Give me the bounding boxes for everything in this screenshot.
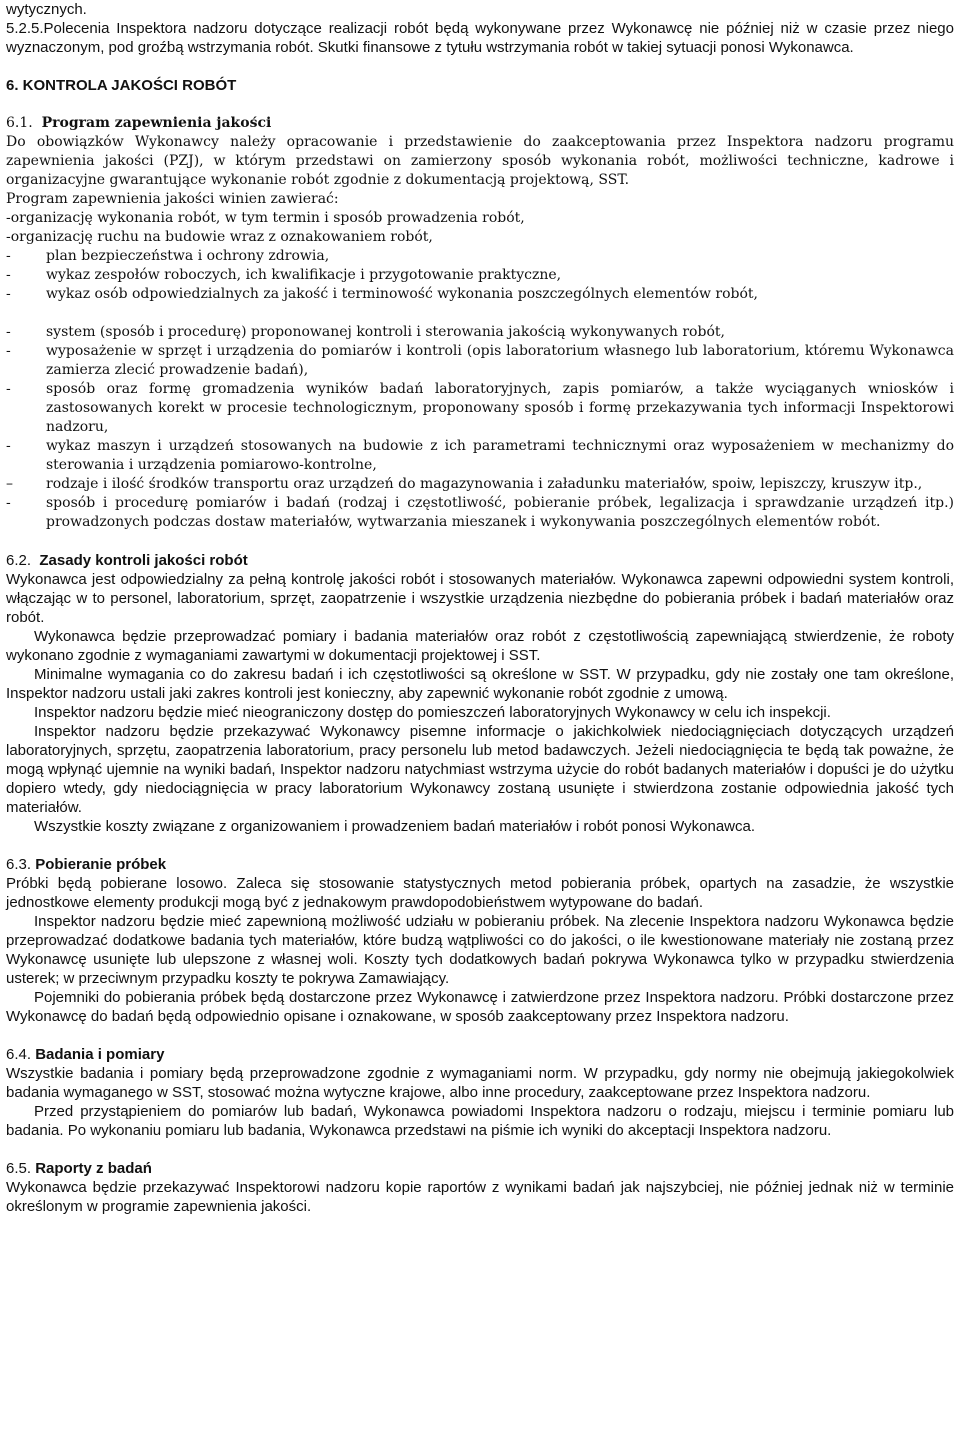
paragraph: Wszystkie koszty związane z organizowaniem i prowadzeniem badań materiałów i robót ponosi Wykonawca. [34, 818, 756, 835]
list-item-text: sposób i procedurę pomiarów i badań (rodzaj i częstotliwość, pobieranie próbek, legalizacja i sprawdzanie urządzeń itp.) prowadzonych podczas dostaw materiałów, wytwarzania mieszanek i wykonywania poszczególnych elementów robót. [46, 495, 954, 530]
paragraph: Przed przystąpieniem do pomiarów lub badań, Wykonawca powiadomi Inspektora nadzoru o rodzaju, miejscu i terminie pomiaru lub badania. Po wykonaniu pomiaru lub badania, Wykonawca przedstawi na piśmie ich wyniki do akceptacji Inspektora nadzoru. [6, 1103, 954, 1139]
paragraph: Wykonawca będzie przekazywać Inspektorowi nadzoru kopie raportów z wynikami badań jak najszybciej, nie później jednak niż w terminie określonym w programie zapewnienia jakości. [6, 1179, 954, 1215]
dash-bullet: - [6, 267, 11, 283]
section-title: Raporty z badań [35, 1160, 152, 1177]
dash-bullet: - [6, 248, 11, 264]
list-item [6, 494, 954, 532]
section-number: 6.1. [6, 115, 33, 131]
list-item [6, 475, 954, 494]
paragraph: Do obowiązków Wykonawcy należy opracowanie i przedstawienie do zaakceptowania przez Inspektora nadzoru programu zapewnienia jakości (PZJ), w którym przedstawi on zamierzony sposób wykonania robót, możliwości techniczne, kadrowe i organizacyjne gwarantujące wykonanie robót zgodnie z dokumentacją projektową, SST. [6, 134, 954, 188]
section-title: Program zapewnienia jakości [41, 115, 272, 131]
section-6-3 [6, 855, 954, 1026]
section-title: Zasady kontroli jakości robót [39, 552, 248, 569]
list-item-text: system (sposób i procedurę) proponowanej kontroli i sterowania jakością wykonywanych robót, [46, 324, 725, 340]
list-item-text: wykaz zespołów roboczych, ich kwalifikacje i przygotowanie praktyczne, [46, 267, 562, 283]
paragraph: Wykonawca jest odpowiedzialny za pełną kontrolę jakości robót i stosowanych materiałów. Wykonawca zapewni odpowiedni system kontroli, włączając w to personel, laboratorium, sprzęt, zaopatrzenie i wszystkie urządzenia niezbędne do pobierania próbek i badań materiałów oraz robót. [6, 571, 954, 626]
section-title: Pobieranie próbek [35, 856, 167, 873]
paragraph: Pojemniki do pobierania próbek będą dostarczone przez Wykonawcę i zatwierdzone przez Inspektora nadzoru. Próbki dostarczone przez Wykonawcę do badań będą odpowiednio opisane i oznakowane, w sposób zaakceptowany przez Inspektora nadzoru. [6, 989, 954, 1025]
section-6-2 [6, 551, 954, 836]
list-item: -organizację wykonania robót, w tym termin i sposób prowadzenia robót, [6, 210, 525, 226]
paragraph-5-2-5: 5.2.5.Polecenia Inspektora nadzoru dotyczące realizacji robót będą wykonywane przez Wykonawcę nie później niż w czasie przez niego wyznaczonym, pod groźbą wstrzymania robót. Skutki finansowe z tytułu wstrzymania robót w takiej sytuacji ponosi Wykonawca. [6, 20, 954, 56]
section-6-1 [6, 114, 954, 532]
section-number: 6.3. [6, 856, 32, 873]
dash-bullet: - [6, 343, 11, 359]
section-6-5 [6, 1159, 954, 1216]
paragraph: Próbki będą pobierane losowo. Zaleca się stosowanie statystycznych metod pobierania próbek, opartych na zasadzie, że wszystkie jednostkowe elementy produkcji mogą być z jednakowym prawdopodobieństwem wytypowane do badań. [6, 875, 954, 911]
section-6-1-heading [6, 114, 954, 133]
dash-bullet: - [6, 286, 11, 302]
list-item-text: wyposażenie w sprzęt i urządzenia do pomiarów i kontroli (opis laboratorium własnego lub laboratorium, któremu Wykonawca zamierza zlecić prowadzenie badań), [46, 343, 954, 378]
dash-bullet: - [6, 438, 11, 454]
paragraph: Wszystkie badania i pomiary będą przeprowadzone zgodnie z wymaganiami norm. W przypadku, gdy normy nie obejmują jakiegokolwiek badania wymaganego w SST, stosować można wytyczne krajowe, albo inne procedury, zaakceptowane przez Inspektora nadzoru. [6, 1065, 954, 1101]
continuation-line: wytycznych. [6, 1, 87, 18]
list-item [6, 437, 954, 475]
spacer [6, 304, 954, 323]
dash-bullet: – [6, 476, 13, 492]
section-number: 6.2. [6, 552, 32, 569]
paragraph: Inspektor nadzoru będzie mieć zapewnioną możliwość udziału w pobieraniu próbek. Na zlecenie Inspektora nadzoru Wykonawca będzie przeprowadzać dodatkowe badania tych materiałów, które budzą wątpliwości co do jakości, o ile kwestionowane materiały nie zostaną przez Wykonawcę usunięte lub ulepszone z własnej woli. Koszty tych dodatkowych badań pokrywa Wykonawca tylko w przypadku stwierdzenia usterek; w przeciwnym przypadku koszty te pokrywa Zamawiający. [6, 913, 954, 987]
section-6-4 [6, 1045, 954, 1140]
paragraph: Program zapewnienia jakości winien zawierać: [6, 191, 339, 207]
paragraph: Inspektor nadzoru będzie mieć nieograniczony dostęp do pomieszczeń laboratoryjnych Wykonawcy w celu ich inspekcji. [34, 704, 831, 721]
list-item: -organizację ruchu na budowie wraz z oznakowaniem robót, [6, 229, 433, 245]
paragraph: Inspektor nadzoru będzie przekazywać Wykonawcy pisemne informacje o jakichkolwiek niedociągnięciach dotyczących urządzeń laboratoryjnych, sprzętu, zaopatrzenia laboratorium, pracy personelu lub metod badawczych. Jeżeli niedociągnięcia te będą tak poważne, że mogą wpłynąć ujemnie na wyniki badań, Inspektor nadzoru natychmiast wstrzyma użycie do robót badanych materiałów i dopuści je do użytku dopiero wtedy, gdy niedociągnięcia w pracy laboratorium Wykonawcy zostaną usunięte i stwierdzona zostanie odpowiednia jakość tych materiałów. [6, 723, 954, 816]
paragraph: Wykonawca będzie przeprowadzać pomiary i badania materiałów oraz robót z częstotliwością zapewniającą stwierdzenie, że roboty wykonano zgodnie z wymaganiami zawartymi w dokumentacji projektowej i SST. [6, 628, 954, 664]
paragraph: Minimalne wymagania co do zakresu badań i ich częstotliwości są określone w SST. W przypadku, gdy nie zostały one tam określone, Inspektor nadzoru ustali jaki zakres kontroli jest konieczny, aby zapewnić wykonanie robót zgodnie z umową. [6, 666, 954, 702]
list-item [6, 285, 954, 304]
section-number: 6.5. [6, 1160, 32, 1177]
section-6-3-heading [6, 855, 954, 874]
list-item [6, 342, 954, 380]
dash-bullet: - [6, 381, 11, 397]
section-6-4-heading [6, 1045, 954, 1064]
list-item-text: rodzaje i ilość środków transportu oraz urządzeń do magazynowania i załadunku materiałów, spoiw, lepiszczy, kruszyw itp., [46, 476, 923, 492]
dash-bullet: - [6, 495, 11, 511]
top-block [6, 0, 954, 95]
list-item [6, 380, 954, 437]
list-item [6, 247, 954, 266]
section-title: Badania i pomiary [35, 1046, 165, 1063]
list-item [6, 266, 954, 285]
section-6-5-heading [6, 1159, 954, 1178]
list-item [6, 323, 954, 342]
list-item-text: sposób oraz formę gromadzenia wyników badań laboratoryjnych, zapis pomiarów, a także wyciąganych wniosków i zastosowanych korekt w procesie technologicznym, proponowany sposób i formę przekazywania tych informacji Inspektorowi nadzoru, [46, 381, 954, 435]
list-item-text: wykaz maszyn i urządzeń stosowanych na budowie z ich parametrami technicznymi oraz wyposażeniem w mechanizmy do sterowania i urządzenia pomiarowo-kontrolne, [46, 438, 954, 473]
dash-bullet: - [6, 324, 11, 340]
section-number: 6.4. [6, 1046, 32, 1063]
list-item-text: plan bezpieczeństwa i ochrony zdrowia, [46, 248, 330, 264]
section-6-2-heading [6, 551, 954, 570]
list-item-text: wykaz osób odpowiedzialnych za jakość i terminowość wykonania poszczególnych elementów robót, [46, 286, 758, 302]
section-6-heading: 6. KONTROLA JAKOŚCI ROBÓT [6, 77, 237, 94]
